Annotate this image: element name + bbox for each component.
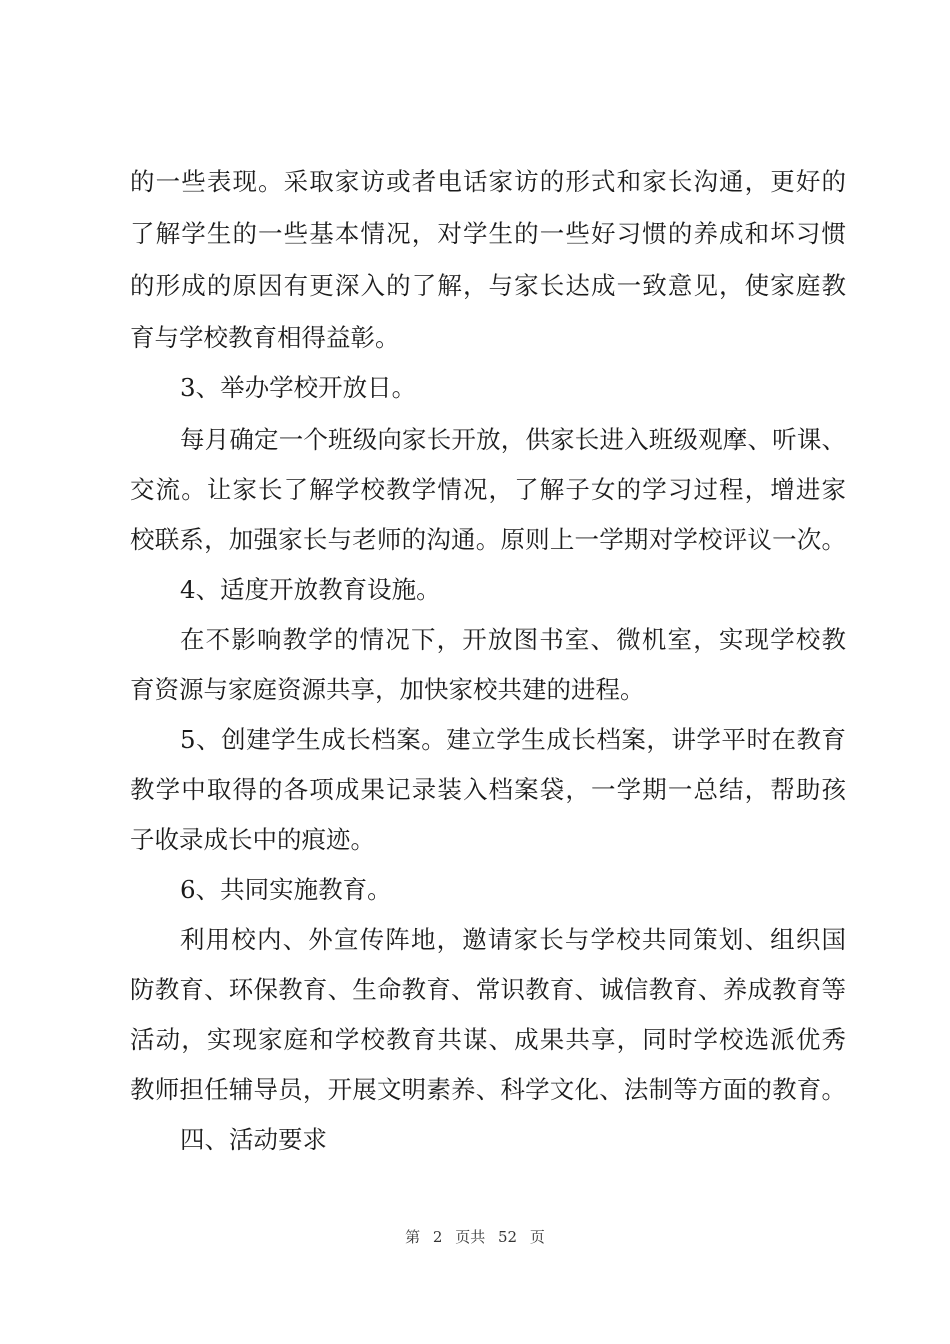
text-line: 每月确定一个班级向家长开放，供家长进入班级观摩、听课、: [180, 425, 846, 454]
text-line: 在不影响教学的情况下，开放图书室、微机室，实现学校教: [180, 625, 846, 654]
text-line: 的形成的原因有更深入的了解，与家长达成一致意见，使家庭教: [130, 271, 846, 300]
text-line: 育资源与家庭资源共享，加快家校共建的进程。: [130, 675, 645, 704]
text-line: 防教育、环保教育、生命教育、常识教育、诚信教育、养成教育等: [130, 975, 846, 1004]
section-heading: 6、共同实施教育。: [180, 875, 392, 904]
section-heading: 3、举办学校开放日。: [180, 373, 417, 402]
section-heading: 4、适度开放教育设施。: [180, 575, 441, 604]
text-line: 的一些表现。采取家访或者电话家访的形式和家长沟通，更好的: [130, 167, 846, 196]
text-line: 育与学校教育相得益彰。: [130, 323, 400, 352]
text-line: 利用校内、外宣传阵地，邀请家长与学校共同策划、组织国: [180, 925, 846, 954]
text-line: 了解学生的一些基本情况，对学生的一些好习惯的养成和坏习惯: [130, 219, 846, 248]
text-line: 子收录成长中的痕迹。: [130, 825, 375, 854]
text-line: 交流。让家长了解学校教学情况，了解子女的学习过程，增进家: [130, 475, 846, 504]
page-footer: 第 2 页共 52 页: [405, 1228, 545, 1246]
text-line: 教师担任辅导员，开展文明素养、科学文化、法制等方面的教育。: [130, 1075, 846, 1104]
text-line: 校联系，加强家长与老师的沟通。原则上一学期对学校评议一次。: [130, 525, 846, 554]
text-line: 教学中取得的各项成果记录装入档案袋，一学期一总结，帮助孩: [130, 775, 846, 804]
section-heading: 5、创建学生成长档案。建立学生成长档案，讲学平时在教育: [180, 725, 846, 754]
section-heading: 四、活动要求: [180, 1125, 327, 1154]
text-line: 活动，实现家庭和学校教育共谋、成果共享，同时学校选派优秀: [130, 1025, 846, 1054]
